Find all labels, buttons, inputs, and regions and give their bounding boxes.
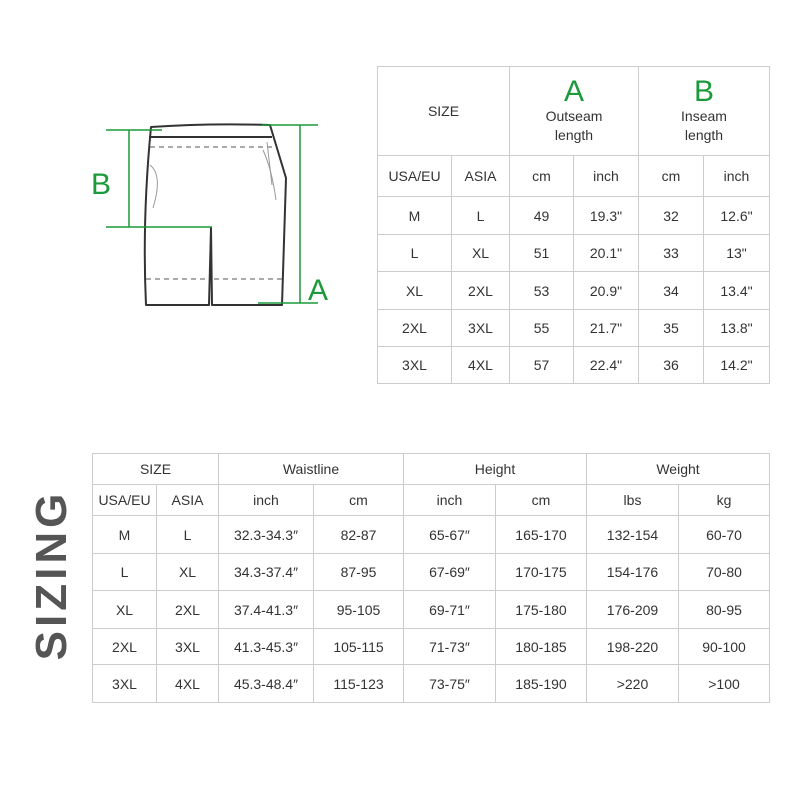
table-row — [93, 629, 770, 665]
table-row — [93, 516, 770, 554]
table-cell: 2XL — [157, 591, 219, 629]
table-cell: 4XL — [452, 347, 510, 384]
table-cell: 73-75″ — [404, 665, 496, 703]
table-cell: L — [93, 554, 157, 591]
table-cell: 95-105 — [314, 591, 404, 629]
measure-lines — [106, 125, 318, 303]
label-b: B — [90, 168, 112, 201]
table-cell: 70-80 — [679, 554, 770, 591]
table-cell: 12.6" — [704, 197, 770, 235]
inseam-label: Inseam length — [681, 108, 727, 143]
table-row — [93, 554, 770, 591]
table-cell: M — [378, 197, 452, 235]
shorts-outline — [145, 124, 286, 305]
length-header-row — [378, 67, 770, 156]
weight-header: Weight — [587, 454, 770, 485]
table-cell: 35 — [639, 310, 704, 347]
table-cell: 37.4-41.3″ — [219, 591, 314, 629]
body-subheader-row — [93, 485, 770, 516]
table-cell: 132-154 — [587, 516, 679, 554]
table-cell: 3XL — [378, 347, 452, 384]
table-cell: XL — [378, 272, 452, 310]
subheader-inseam-inch: inch — [704, 156, 770, 197]
table-cell: 34.3-37.4″ — [219, 554, 314, 591]
table-cell: 65-67″ — [404, 516, 496, 554]
table-cell: 60-70 — [679, 516, 770, 554]
shorts-pockets — [150, 142, 276, 208]
size-header: SIZE — [378, 67, 510, 156]
table-cell: 19.3" — [574, 197, 639, 235]
label-a: A — [307, 274, 329, 307]
outseam-label: Outseam length — [545, 108, 603, 143]
table-cell: 13" — [704, 235, 770, 272]
table-row — [378, 235, 770, 272]
subheader-usa-eu: USA/EU — [378, 156, 452, 197]
table-cell: 175-180 — [496, 591, 587, 629]
table-cell: 90-100 — [679, 629, 770, 665]
length-size-table — [377, 66, 770, 384]
table-cell: 115-123 — [314, 665, 404, 703]
table-cell: 180-185 — [496, 629, 587, 665]
table-row — [378, 197, 770, 235]
subheader-height-cm: cm — [496, 485, 587, 516]
table-cell: 13.4" — [704, 272, 770, 310]
subheader-waist-inch: inch — [219, 485, 314, 516]
table-cell: 34 — [639, 272, 704, 310]
table-cell: XL — [452, 235, 510, 272]
table-cell: 33 — [639, 235, 704, 272]
subheader-outseam-cm: cm — [510, 156, 574, 197]
table-cell: 87-95 — [314, 554, 404, 591]
subheader-height-inch: inch — [404, 485, 496, 516]
table-cell: 176-209 — [587, 591, 679, 629]
subheader-outseam-inch: inch — [574, 156, 639, 197]
table-cell: 20.1" — [574, 235, 639, 272]
table-row — [378, 272, 770, 310]
inseam-letter: B — [694, 75, 715, 108]
table-cell: 55 — [510, 310, 574, 347]
table-cell: 67-69″ — [404, 554, 496, 591]
table-cell: 13.8" — [704, 310, 770, 347]
table-cell: 71-73″ — [404, 629, 496, 665]
outseam-header — [510, 67, 639, 156]
table-cell: 22.4" — [574, 347, 639, 384]
waistline-header: Waistline — [219, 454, 404, 485]
table-cell: 45.3-48.4″ — [219, 665, 314, 703]
outseam-letter: A — [563, 75, 584, 108]
shorts-stitching — [146, 147, 283, 279]
sizing-title-text: SIZING — [27, 489, 76, 661]
table-cell: 80-95 — [679, 591, 770, 629]
table-cell: 32.3-34.3″ — [219, 516, 314, 554]
table-cell: 3XL — [452, 310, 510, 347]
table-cell: 32 — [639, 197, 704, 235]
table-row — [93, 665, 770, 703]
table-cell: 165-170 — [496, 516, 587, 554]
table-row — [378, 310, 770, 347]
table-cell: 105-115 — [314, 629, 404, 665]
table-cell: XL — [157, 554, 219, 591]
table-cell: 41.3-45.3″ — [219, 629, 314, 665]
table-cell: 57 — [510, 347, 574, 384]
inseam-header — [639, 67, 770, 156]
table-cell: 21.7" — [574, 310, 639, 347]
size-header: SIZE — [93, 454, 219, 485]
subheader-asia: ASIA — [452, 156, 510, 197]
table-cell: 154-176 — [587, 554, 679, 591]
table-cell: 69-71″ — [404, 591, 496, 629]
table-cell: 2XL — [378, 310, 452, 347]
table-cell: 198-220 — [587, 629, 679, 665]
subheader-waist-cm: cm — [314, 485, 404, 516]
subheader-inseam-cm: cm — [639, 156, 704, 197]
table-cell: 3XL — [157, 629, 219, 665]
height-header: Height — [404, 454, 587, 485]
table-cell: 3XL — [93, 665, 157, 703]
table-cell: 185-190 — [496, 665, 587, 703]
subheader-asia: ASIA — [157, 485, 219, 516]
table-cell: 4XL — [157, 665, 219, 703]
table-cell: 82-87 — [314, 516, 404, 554]
subheader-usa-eu: USA/EU — [93, 485, 157, 516]
table-cell: L — [452, 197, 510, 235]
table-cell: 14.2" — [704, 347, 770, 384]
table-cell: 20.9" — [574, 272, 639, 310]
table-row — [378, 347, 770, 384]
subheader-weight-lbs: lbs — [587, 485, 679, 516]
length-subheader-row — [378, 156, 770, 197]
table-cell: M — [93, 516, 157, 554]
table-cell: 53 — [510, 272, 574, 310]
table-cell: L — [378, 235, 452, 272]
table-cell: >100 — [679, 665, 770, 703]
table-cell: >220 — [587, 665, 679, 703]
table-cell: 170-175 — [496, 554, 587, 591]
table-cell: XL — [93, 591, 157, 629]
body-header-row — [93, 454, 770, 485]
table-cell: 2XL — [452, 272, 510, 310]
table-cell: 49 — [510, 197, 574, 235]
table-cell: 2XL — [93, 629, 157, 665]
body-size-table — [92, 453, 770, 703]
table-cell: L — [157, 516, 219, 554]
table-cell: 36 — [639, 347, 704, 384]
table-row — [93, 591, 770, 629]
subheader-weight-kg: kg — [679, 485, 770, 516]
table-cell: 51 — [510, 235, 574, 272]
